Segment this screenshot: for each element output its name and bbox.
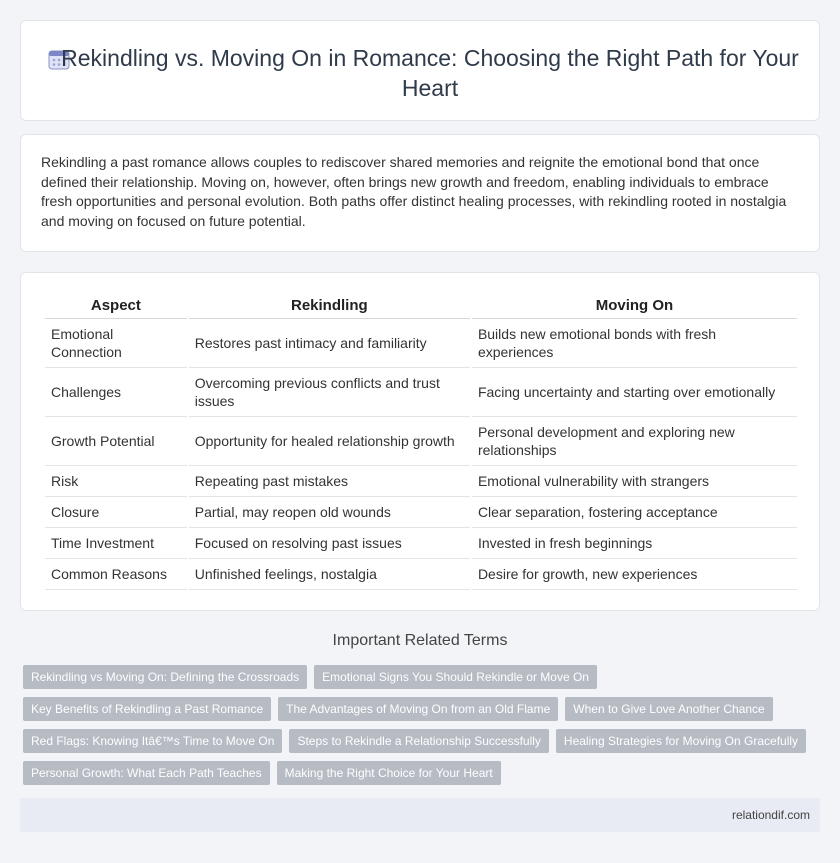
table-header-row [45,295,797,319]
table-cell: Time Investment [45,528,187,559]
related-term-tag[interactable]: Healing Strategies for Moving On Gracefully [556,729,806,753]
table-cell: Desire for growth, new experiences [472,559,797,590]
table-cell: Growth Potential [45,417,187,466]
intro-card [20,134,820,252]
table-cell: Clear separation, fostering acceptance [472,497,797,528]
table-cell: Personal development and exploring new relationships [472,417,797,466]
table-cell: Focused on resolving past issues [189,528,470,559]
related-term-tag[interactable]: Making the Right Choice for Your Heart [277,761,501,785]
table-cell: Closure [45,497,187,528]
comparison-card [20,272,820,611]
table-cell: Risk [45,466,187,497]
table-cell: Emotional vulnerability with strangers [472,466,797,497]
table-cell: Partial, may reopen old wounds [189,497,470,528]
related-terms-title: Important Related Terms [332,632,508,649]
table-cell: Repeating past mistakes [189,466,470,497]
table-cell: Unfinished feelings, nostalgia [189,559,470,590]
related-term-tag[interactable]: Rekindling vs Moving On: Defining the Crossroads [23,665,307,689]
related-terms-list [20,665,820,793]
table-row [45,417,797,466]
related-term-tag[interactable]: The Advantages of Moving On from an Old Flame [278,697,558,721]
related-term-tag[interactable]: Key Benefits of Rekindling a Past Romance [23,697,271,721]
intro-text: Rekindling a past romance allows couples to rediscover shared memories and reignite the emotional bond that once defined their relationship. Moving on, however, often brings new growth and freedom, enabling individuals to embrace fresh opportunities and personal evolution. Both paths offer distinct healing processes, with rekindling rooted in nostalgia and moving on focused on future potential. [41,154,787,229]
related-term-tag[interactable]: Emotional Signs You Should Rekindle or Move On [314,665,597,689]
header-card [20,20,820,121]
related-term-tag[interactable]: Red Flags: Knowing Itâ€™s Time to Move On [23,729,282,753]
related-term-tag[interactable]: Steps to Rekindle a Relationship Successfully [289,729,548,753]
page-title: Rekindling vs. Moving On in Romance: Choosing the Right Path for Your Heart [61,45,799,101]
table-cell: Overcoming previous conflicts and trust issues [189,368,470,417]
table-row [45,466,797,497]
table-row [45,528,797,559]
header-moving-on: Moving On [472,295,797,319]
table-row [45,319,797,368]
table-cell: Restores past intimacy and familiarity [189,319,470,368]
table-row [45,497,797,528]
table-cell: Builds new emotional bonds with fresh experiences [472,319,797,368]
header-aspect: Aspect [45,295,187,319]
table-cell: Emotional Connection [45,319,187,368]
table-row [45,559,797,590]
comparison-table [43,295,799,590]
table-cell: Common Reasons [45,559,187,590]
footer-site-link[interactable]: relationdif.com [731,808,810,822]
header-rekindling: Rekindling [189,295,470,319]
table-cell: Invested in fresh beginnings [472,528,797,559]
table-cell: Facing uncertainty and starting over emotionally [472,368,797,417]
related-term-tag[interactable]: When to Give Love Another Chance [565,697,772,721]
table-row [45,368,797,417]
table-cell: Challenges [45,368,187,417]
related-term-tag[interactable]: Personal Growth: What Each Path Teaches [23,761,270,785]
footer-bar [20,798,820,832]
table-cell: Opportunity for healed relationship growth [189,417,470,466]
